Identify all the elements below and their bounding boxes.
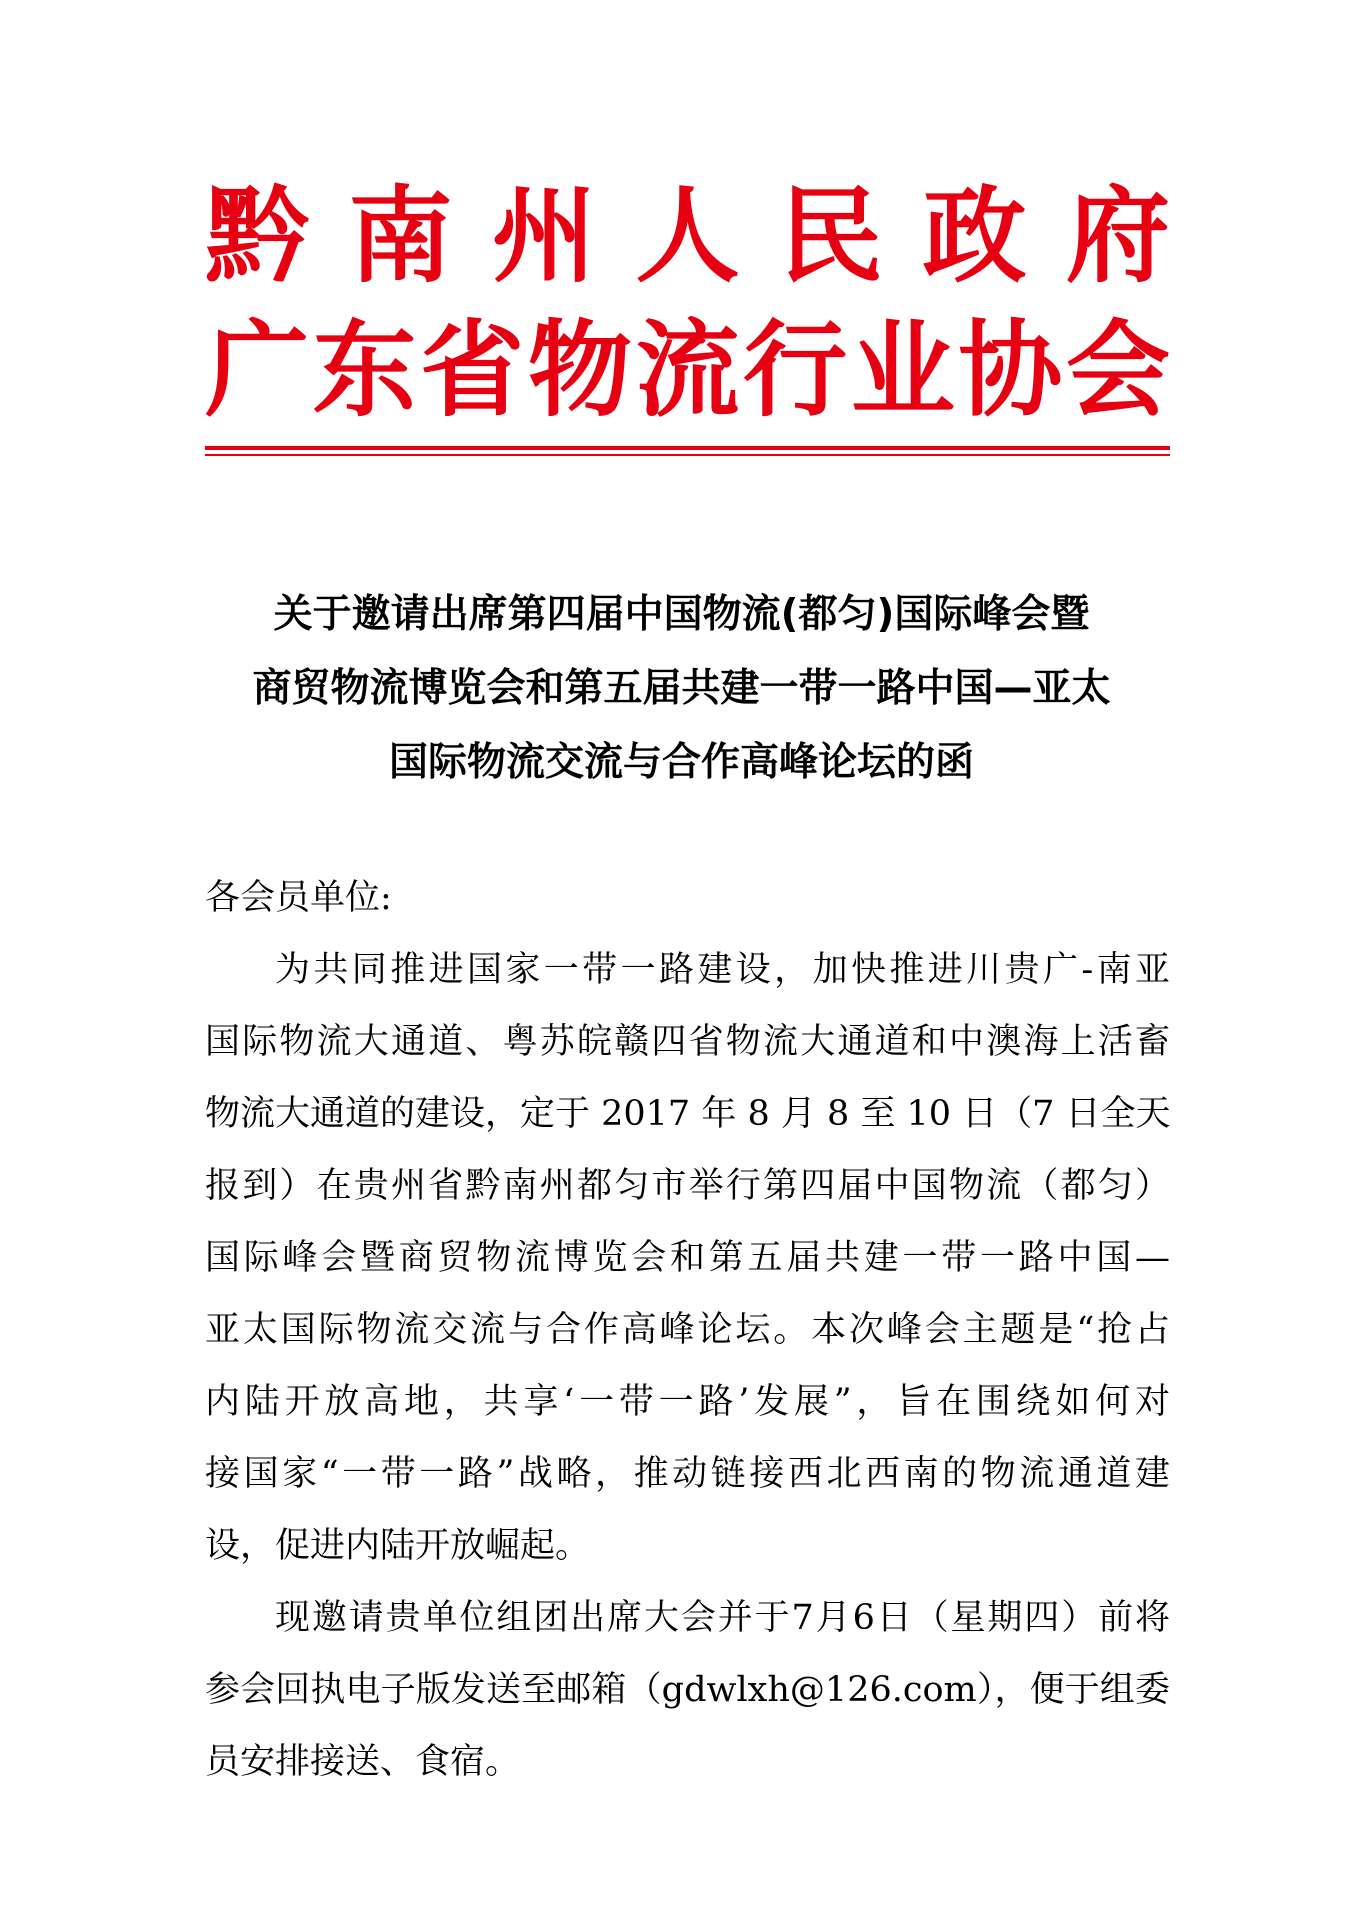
letterhead xyxy=(205,176,1170,444)
title-line: 关于邀请出席第四届中国物流(都匀)国际峰会暨 xyxy=(273,592,1090,637)
title-line: 商贸物流博览会和第五届共建一带一路中国—亚太 xyxy=(252,666,1111,711)
salutation: 各会员单位: xyxy=(205,878,392,918)
paragraph-line: 参会回执电子版发送至邮箱（gdwlxh@126.com），便于组委 xyxy=(205,1670,1170,1710)
document-title xyxy=(150,578,1213,800)
paragraph-line: 现邀请贵单位组团出席大会并于7月6日（星期四）前将 xyxy=(275,1598,1170,1638)
letterhead-char: 流 xyxy=(635,309,740,431)
paragraph-2 xyxy=(205,1582,1170,1798)
letterhead-divider-thin xyxy=(205,454,1170,456)
paragraph-line: 国际物流大通道、粤苏皖赣四省物流大通道和中澳海上活畜 xyxy=(205,1022,1170,1062)
letterhead-char: 州 xyxy=(492,175,597,297)
paragraph-line: 报到）在贵州省黔南州都匀市举行第四届中国物流（都匀） xyxy=(205,1166,1170,1206)
letterhead-char: 业 xyxy=(850,309,955,431)
paragraph-line: 设，促进内陆开放崛起。 xyxy=(205,1526,591,1566)
paragraph-line: 内陆开放高地，共享‘一带一路’发展”，旨在围绕如何对 xyxy=(205,1382,1170,1422)
letterhead-char: 省 xyxy=(420,309,525,431)
letterhead-char: 府 xyxy=(1066,175,1171,297)
letterhead-char: 人 xyxy=(635,175,740,297)
paragraph-line: 员安排接送、食宿。 xyxy=(205,1742,521,1782)
paragraph-line: 国际峰会暨商贸物流博览会和第五届共建一带一路中国— xyxy=(205,1238,1170,1278)
letterhead-char: 行 xyxy=(743,309,848,431)
title-line: 国际物流交流与合作高峰论坛的函 xyxy=(388,740,974,785)
letterhead-char: 广 xyxy=(205,309,310,431)
paragraph-line: 物流大通道的建设，定于 2017 年 8 月 8 至 10 日（7 日全天 xyxy=(205,1094,1171,1134)
letterhead-char: 协 xyxy=(958,309,1063,431)
letterhead-char: 黔 xyxy=(205,175,310,297)
letterhead-char: 东 xyxy=(312,309,417,431)
letterhead-char: 物 xyxy=(527,309,632,431)
letterhead-org-2 xyxy=(205,310,1170,444)
paragraph-1 xyxy=(205,934,1170,1582)
letterhead-char: 政 xyxy=(922,175,1027,297)
paragraph-line: 为共同推进国家一带一路建设，加快推进川贵广-南亚 xyxy=(275,950,1170,990)
paragraph-line: 接国家“一带一路”战略，推动链接西北西南的物流通道建 xyxy=(205,1454,1170,1494)
paragraph-line: 亚太国际物流交流与合作高峰论坛。本次峰会主题是“抢占 xyxy=(205,1310,1170,1350)
document-body xyxy=(205,862,1170,1798)
letterhead-char: 会 xyxy=(1066,309,1171,431)
letterhead-char: 南 xyxy=(348,175,453,297)
letterhead-org-1 xyxy=(205,176,1170,310)
letterhead-char: 民 xyxy=(779,175,884,297)
letterhead-divider-thick xyxy=(205,446,1170,450)
